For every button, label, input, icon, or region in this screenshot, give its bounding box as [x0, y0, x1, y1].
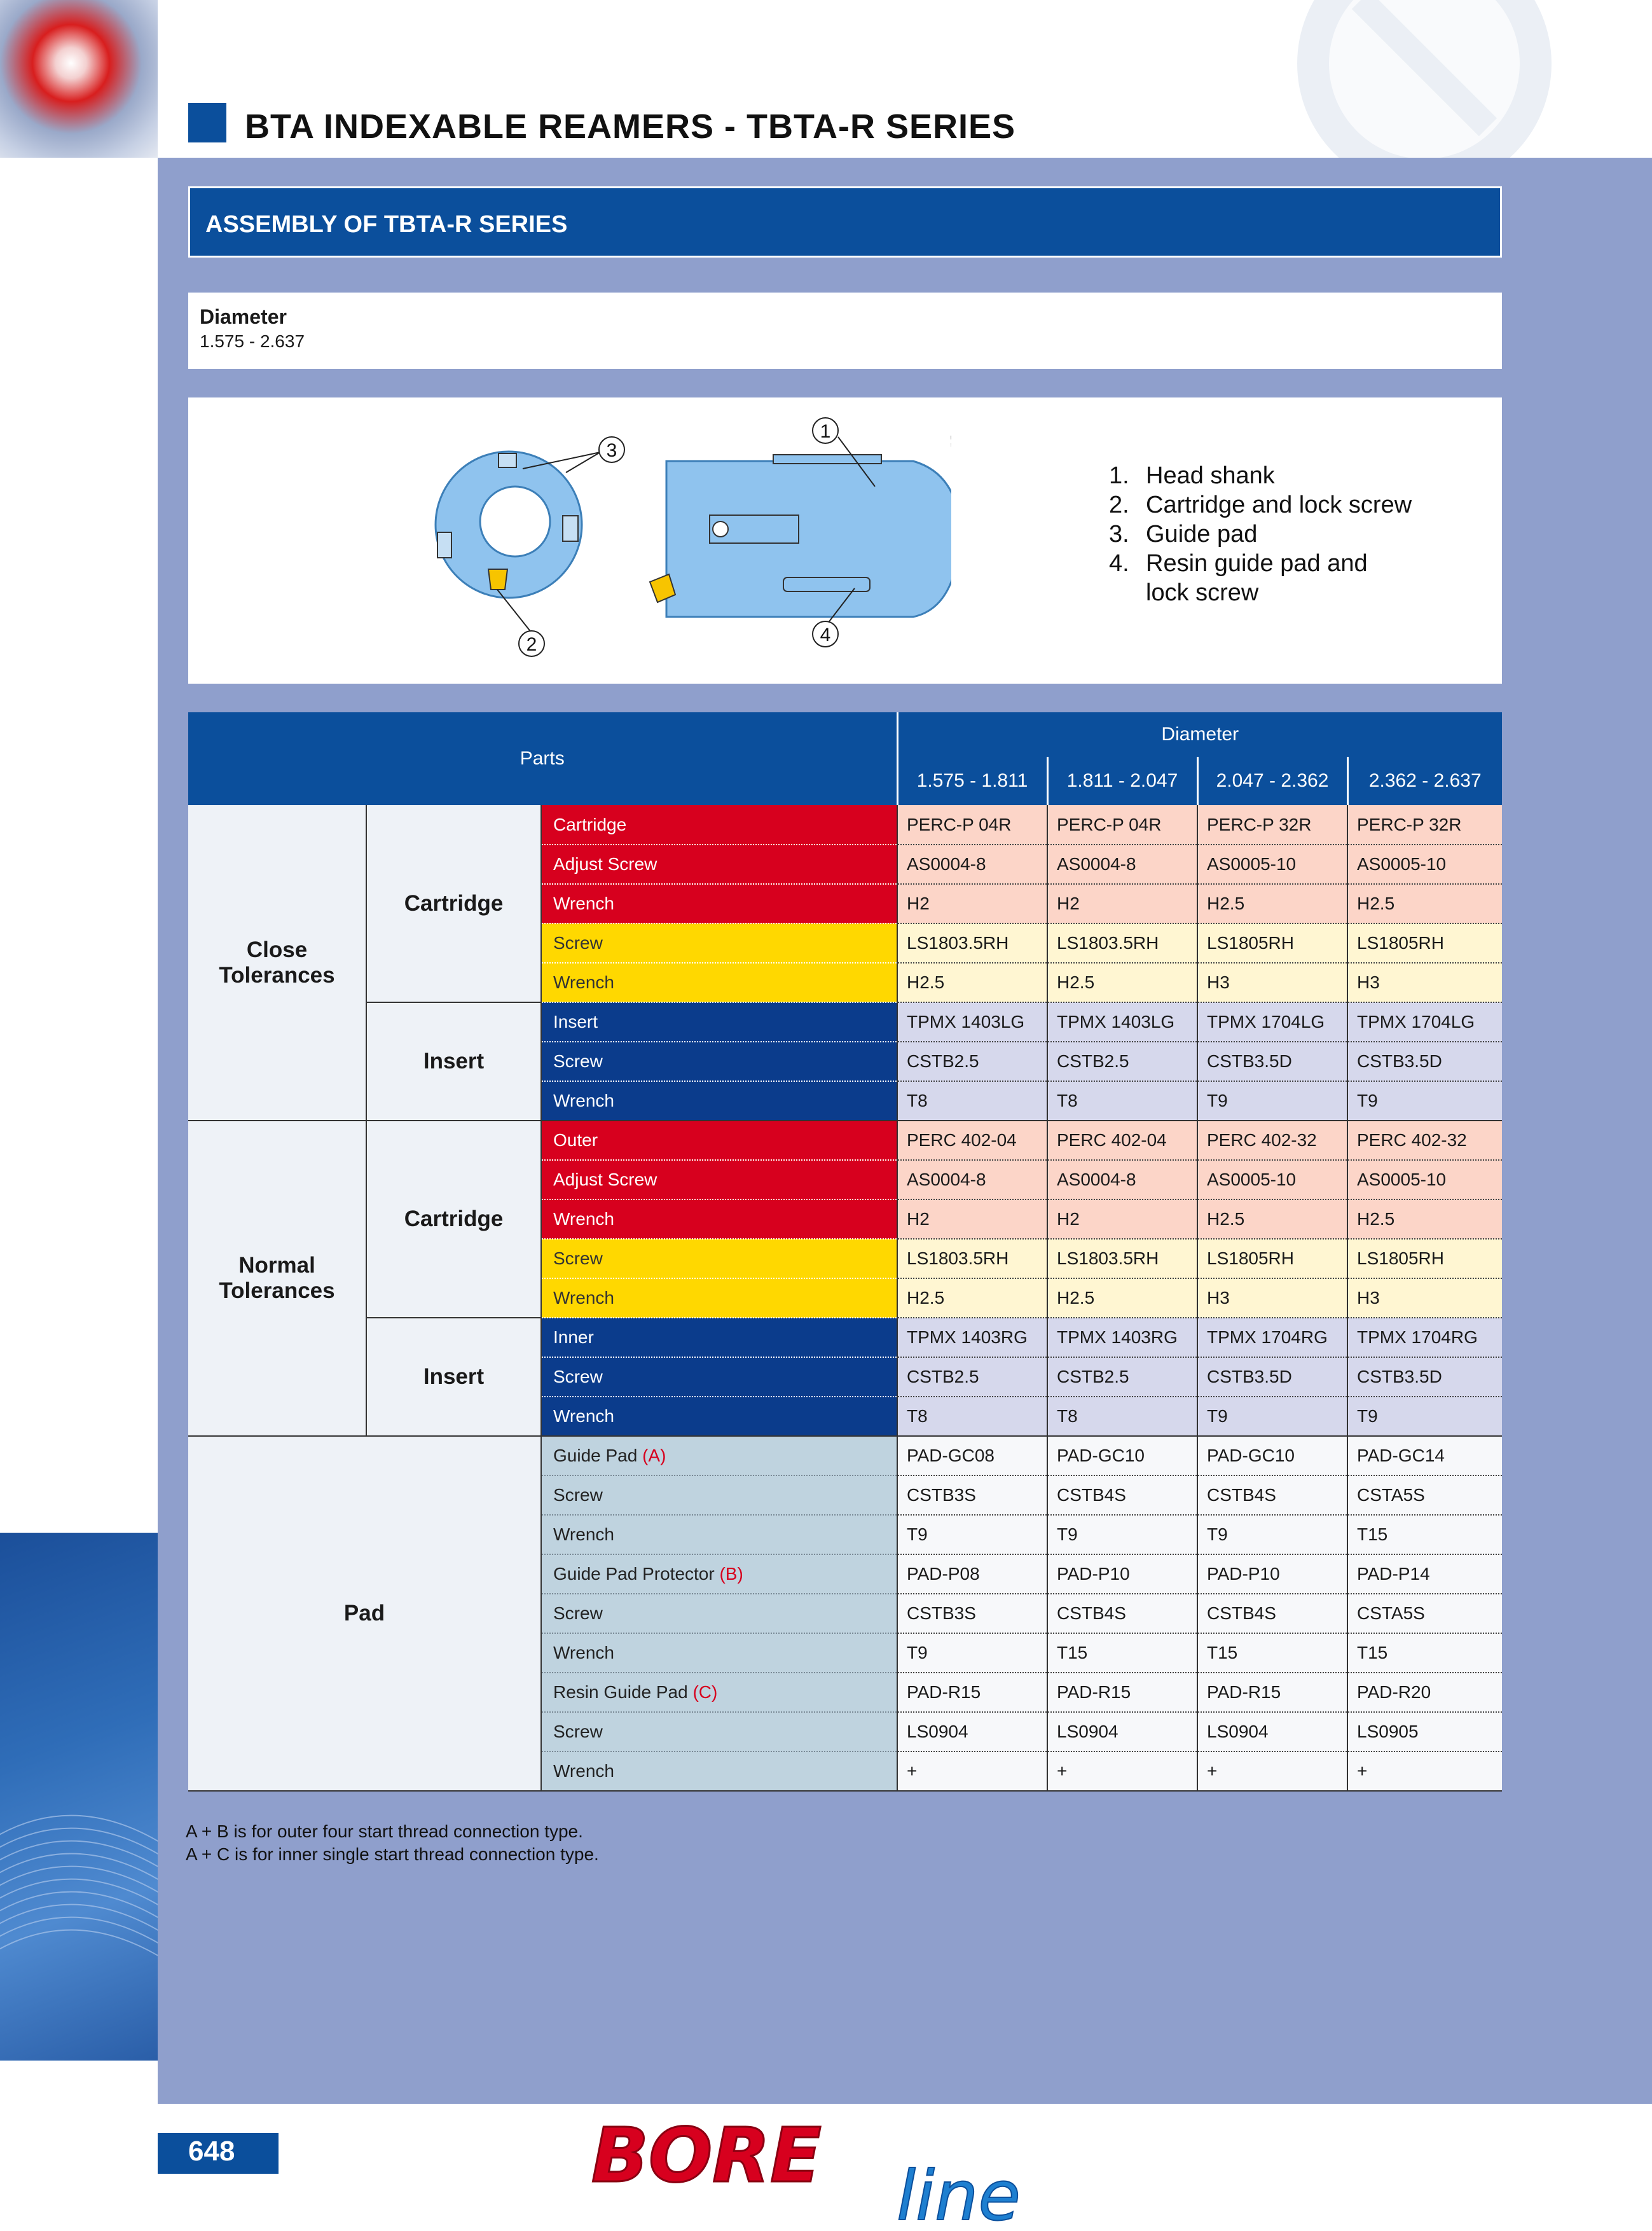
- table-cell: T9: [897, 1515, 1047, 1554]
- part-name: [541, 1199, 897, 1239]
- reamer-drawing: [188, 397, 951, 684]
- diameter-range: 1.575 - 2.637: [200, 331, 305, 351]
- table-cell: PAD-R20: [1347, 1673, 1502, 1712]
- legend-item: 2. Cartridge and lock screw: [1109, 492, 1412, 518]
- part-name-text: Wrench: [553, 894, 614, 913]
- parts-table: [188, 712, 1502, 1792]
- table-cell: PERC 402-32: [1347, 1121, 1502, 1160]
- table-cell: CSTB3.5D: [1347, 1357, 1502, 1397]
- table-cell: T15: [1347, 1633, 1502, 1673]
- table-cell: AS0004-8: [1047, 1160, 1197, 1199]
- column-header: 1.575 - 1.811: [897, 757, 1047, 805]
- table-cell: T9: [897, 1633, 1047, 1673]
- table-cell: LS1803.5RH: [897, 1239, 1047, 1278]
- table-cell: H2: [897, 1199, 1047, 1239]
- table-cell: H2.5: [1047, 1278, 1197, 1318]
- table-cell: H2.5: [1347, 884, 1502, 923]
- table-cell: LS1805RH: [1347, 1239, 1502, 1278]
- part-name: [541, 1515, 897, 1554]
- table-cell: PERC-P 04R: [897, 805, 1047, 845]
- part-name-text: Screw: [553, 1603, 603, 1623]
- wave-decoration: [0, 1533, 158, 2061]
- part-name: [541, 1278, 897, 1318]
- page-number: 648: [158, 2133, 279, 2174]
- table-cell: AS0005-10: [1197, 1160, 1347, 1199]
- part-letter: (B): [719, 1564, 743, 1584]
- group-label: Pad: [188, 1436, 541, 1791]
- table-cell: +: [1347, 1751, 1502, 1791]
- part-name-text: Wrench: [553, 1761, 614, 1781]
- table-cell: CSTB3S: [897, 1594, 1047, 1633]
- table-cell: PAD-R15: [897, 1673, 1047, 1712]
- diameter-header: Diameter: [897, 712, 1502, 757]
- table-cell: H2.5: [897, 1278, 1047, 1318]
- table-cell: TPMX 1704RG: [1197, 1318, 1347, 1357]
- table-cell: CSTA5S: [1347, 1594, 1502, 1633]
- table-cell: H2: [897, 884, 1047, 923]
- part-name: [541, 963, 897, 1002]
- table-cell: CSTB3.5D: [1347, 1042, 1502, 1081]
- table-cell: PAD-GC14: [1347, 1436, 1502, 1475]
- callout-4: 4: [820, 625, 831, 646]
- column-header: 2.362 - 2.637: [1347, 757, 1502, 805]
- part-name: [541, 1554, 897, 1594]
- table-cell: +: [1047, 1751, 1197, 1791]
- table-cell: PERC-P 04R: [1047, 805, 1197, 845]
- page-title: BTA INDEXABLE REAMERS - TBTA-R SERIES: [245, 107, 1016, 146]
- part-name-text: Guide Pad Protector: [553, 1564, 720, 1584]
- table-cell: CSTB4S: [1047, 1594, 1197, 1633]
- table-cell: PERC-P 32R: [1347, 805, 1502, 845]
- part-name-text: Outer: [553, 1130, 598, 1150]
- table-cell: T8: [897, 1397, 1047, 1436]
- table-cell: CSTB2.5: [897, 1042, 1047, 1081]
- subgroup-label: Cartridge: [366, 805, 541, 1002]
- part-name-text: Cartridge: [553, 814, 627, 834]
- table-cell: PAD-P08: [897, 1554, 1047, 1594]
- side-view-drawing: [650, 436, 951, 646]
- part-name-text: Wrench: [553, 1091, 614, 1110]
- table-cell: LS1805RH: [1197, 923, 1347, 963]
- legend-item: 1. Head shank: [1109, 462, 1275, 489]
- table-cell: PAD-R15: [1197, 1673, 1347, 1712]
- logo-line-text: line: [897, 2157, 1021, 2231]
- table-cell: +: [897, 1751, 1047, 1791]
- part-name: [541, 1357, 897, 1397]
- table-cell: T9: [1047, 1515, 1197, 1554]
- part-name: [541, 805, 897, 845]
- table-cell: CSTB3.5D: [1197, 1357, 1347, 1397]
- part-name: [541, 1751, 897, 1791]
- section-title: ASSEMBLY OF TBTA-R SERIES: [188, 186, 1502, 258]
- logo-bore-text: BORE: [591, 2111, 822, 2199]
- table-cell: AS0005-10: [1197, 845, 1347, 884]
- part-name-text: Wrench: [553, 1209, 614, 1229]
- table-cell: H2: [1047, 884, 1197, 923]
- part-name: [541, 1002, 897, 1042]
- table-cell: T9: [1347, 1081, 1502, 1121]
- table-cell: T9: [1347, 1397, 1502, 1436]
- table-cell: TPMX 1403RG: [897, 1318, 1047, 1357]
- table-cell: PAD-GC10: [1047, 1436, 1197, 1475]
- table-cell: PAD-P14: [1347, 1554, 1502, 1594]
- part-name-text: Screw: [553, 1722, 603, 1741]
- table-row: [188, 805, 1502, 845]
- table-cell: H2.5: [897, 963, 1047, 1002]
- table-cell: T9: [1197, 1081, 1347, 1121]
- part-name: [541, 923, 897, 963]
- table-cell: TPMX 1704LG: [1347, 1002, 1502, 1042]
- part-letter: (C): [692, 1682, 718, 1702]
- part-name-text: Screw: [553, 1051, 603, 1071]
- table-cell: AS0004-8: [897, 845, 1047, 884]
- part-name: [541, 1397, 897, 1436]
- part-name: [541, 1042, 897, 1081]
- table-cell: LS1805RH: [1197, 1239, 1347, 1278]
- column-header: 1.811 - 2.047: [1047, 757, 1197, 805]
- table-cell: H3: [1347, 963, 1502, 1002]
- part-name-text: Adjust Screw: [553, 1170, 657, 1189]
- footnote: A + B is for outer four start thread connection type.: [186, 1821, 583, 1841]
- table-cell: TPMX 1403LG: [1047, 1002, 1197, 1042]
- table-cell: T9: [1197, 1397, 1347, 1436]
- table-cell: PAD-P10: [1197, 1554, 1347, 1594]
- table-cell: CSTB2.5: [1047, 1357, 1197, 1397]
- table-cell: PAD-GC08: [897, 1436, 1047, 1475]
- part-name-text: Resin Guide Pad: [553, 1682, 693, 1702]
- part-name-text: Wrench: [553, 1406, 614, 1426]
- table-cell: H3: [1197, 963, 1347, 1002]
- table-cell: H2.5: [1047, 963, 1197, 1002]
- part-name: [541, 1160, 897, 1199]
- group-label: Close Tolerances: [188, 805, 366, 1121]
- table-cell: CSTA5S: [1347, 1475, 1502, 1515]
- table-cell: H2.5: [1197, 1199, 1347, 1239]
- table-cell: CSTB4S: [1197, 1594, 1347, 1633]
- table-row: [188, 1436, 1502, 1475]
- subgroup-label: Insert: [366, 1318, 541, 1436]
- part-name-text: Adjust Screw: [553, 854, 657, 874]
- table-cell: H2.5: [1197, 884, 1347, 923]
- part-name-text: Screw: [553, 933, 603, 953]
- table-cell: T8: [1047, 1397, 1197, 1436]
- diagram-legend: [1109, 461, 1412, 607]
- part-name-text: Guide Pad: [553, 1446, 643, 1465]
- table-cell: T8: [897, 1081, 1047, 1121]
- footnote: A + C is for inner single start thread connection type.: [186, 1844, 599, 1864]
- part-name-text: Insert: [553, 1012, 598, 1032]
- table-cell: PAD-R15: [1047, 1673, 1197, 1712]
- table-cell: T15: [1047, 1633, 1197, 1673]
- part-name-text: Wrench: [553, 1524, 614, 1544]
- end-view-drawing: [436, 452, 582, 598]
- part-name: [541, 1436, 897, 1475]
- table-cell: CSTB4S: [1047, 1475, 1197, 1515]
- part-name: [541, 1712, 897, 1751]
- part-name-text: Screw: [553, 1367, 603, 1386]
- table-cell: PERC 402-04: [897, 1121, 1047, 1160]
- callout-3: 3: [606, 440, 617, 461]
- part-name: [541, 1673, 897, 1712]
- table-cell: CSTB3S: [897, 1475, 1047, 1515]
- part-name-text: Wrench: [553, 1288, 614, 1308]
- assembly-diagram: [188, 397, 1502, 684]
- table-cell: H3: [1347, 1278, 1502, 1318]
- table-cell: CSTB2.5: [897, 1357, 1047, 1397]
- table-cell: AS0005-10: [1347, 1160, 1502, 1199]
- legend-item: 4. Resin guide pad and: [1109, 550, 1368, 577]
- part-name-text: Screw: [553, 1485, 603, 1505]
- part-name-text: Screw: [553, 1248, 603, 1268]
- table-cell: AS0005-10: [1347, 845, 1502, 884]
- part-name: [541, 1121, 897, 1160]
- table-cell: T15: [1347, 1515, 1502, 1554]
- footnotes: [186, 1820, 599, 1866]
- table-row: [188, 1002, 1502, 1042]
- table-cell: T15: [1197, 1633, 1347, 1673]
- part-name-text: Wrench: [553, 1643, 614, 1662]
- title-marker: [188, 103, 226, 142]
- callout-1: 1: [820, 421, 831, 442]
- callout-2: 2: [526, 634, 537, 655]
- table-cell: TPMX 1704LG: [1197, 1002, 1347, 1042]
- table-cell: LS1803.5RH: [1047, 923, 1197, 963]
- table-row: [188, 1121, 1502, 1160]
- table-cell: T8: [1047, 1081, 1197, 1121]
- legend-item-continuation: lock screw: [1146, 579, 1259, 606]
- part-name: [541, 1239, 897, 1278]
- table-cell: +: [1197, 1751, 1347, 1791]
- table-cell: LS0904: [1197, 1712, 1347, 1751]
- table-cell: H2: [1047, 1199, 1197, 1239]
- part-name: [541, 1318, 897, 1357]
- column-header: 2.047 - 2.362: [1197, 757, 1347, 805]
- subgroup-label: Cartridge: [366, 1121, 541, 1318]
- table-cell: CSTB3.5D: [1197, 1042, 1347, 1081]
- table-cell: PERC 402-04: [1047, 1121, 1197, 1160]
- table-cell: AS0004-8: [1047, 845, 1197, 884]
- part-name-text: Inner: [553, 1327, 594, 1347]
- table-cell: PAD-P10: [1047, 1554, 1197, 1594]
- part-name-text: Wrench: [553, 972, 614, 992]
- table-cell: LS0905: [1347, 1712, 1502, 1751]
- part-name: [541, 884, 897, 923]
- table-cell: AS0004-8: [897, 1160, 1047, 1199]
- table-row: [188, 1318, 1502, 1357]
- table-cell: TPMX 1403RG: [1047, 1318, 1197, 1357]
- diameter-box: [188, 293, 1502, 369]
- table-cell: PERC 402-32: [1197, 1121, 1347, 1160]
- table-cell: LS1805RH: [1347, 923, 1502, 963]
- table-cell: LS0904: [897, 1712, 1047, 1751]
- part-letter: (A): [642, 1446, 666, 1465]
- table-cell: CSTB2.5: [1047, 1042, 1197, 1081]
- table-cell: H2.5: [1347, 1199, 1502, 1239]
- table-cell: LS0904: [1047, 1712, 1197, 1751]
- subgroup-label: Insert: [366, 1002, 541, 1121]
- legend-item: 3. Guide pad: [1109, 521, 1258, 548]
- part-name: [541, 1475, 897, 1515]
- table-cell: TPMX 1704RG: [1347, 1318, 1502, 1357]
- table-cell: T9: [1197, 1515, 1347, 1554]
- diameter-label: Diameter: [200, 305, 287, 328]
- table-cell: PERC-P 32R: [1197, 805, 1347, 845]
- table-cell: LS1803.5RH: [1047, 1239, 1197, 1278]
- part-name: [541, 1081, 897, 1121]
- parts-header: Parts: [188, 712, 897, 805]
- table-cell: LS1803.5RH: [897, 923, 1047, 963]
- part-name: [541, 845, 897, 884]
- boreline-logo: [585, 2111, 1119, 2231]
- part-name: [541, 1633, 897, 1673]
- corner-photo: [0, 0, 158, 158]
- table-cell: H3: [1197, 1278, 1347, 1318]
- table-cell: CSTB4S: [1197, 1475, 1347, 1515]
- group-label: Normal Tolerances: [188, 1121, 366, 1436]
- table-cell: PAD-GC10: [1197, 1436, 1347, 1475]
- part-name: [541, 1594, 897, 1633]
- table-cell: TPMX 1403LG: [897, 1002, 1047, 1042]
